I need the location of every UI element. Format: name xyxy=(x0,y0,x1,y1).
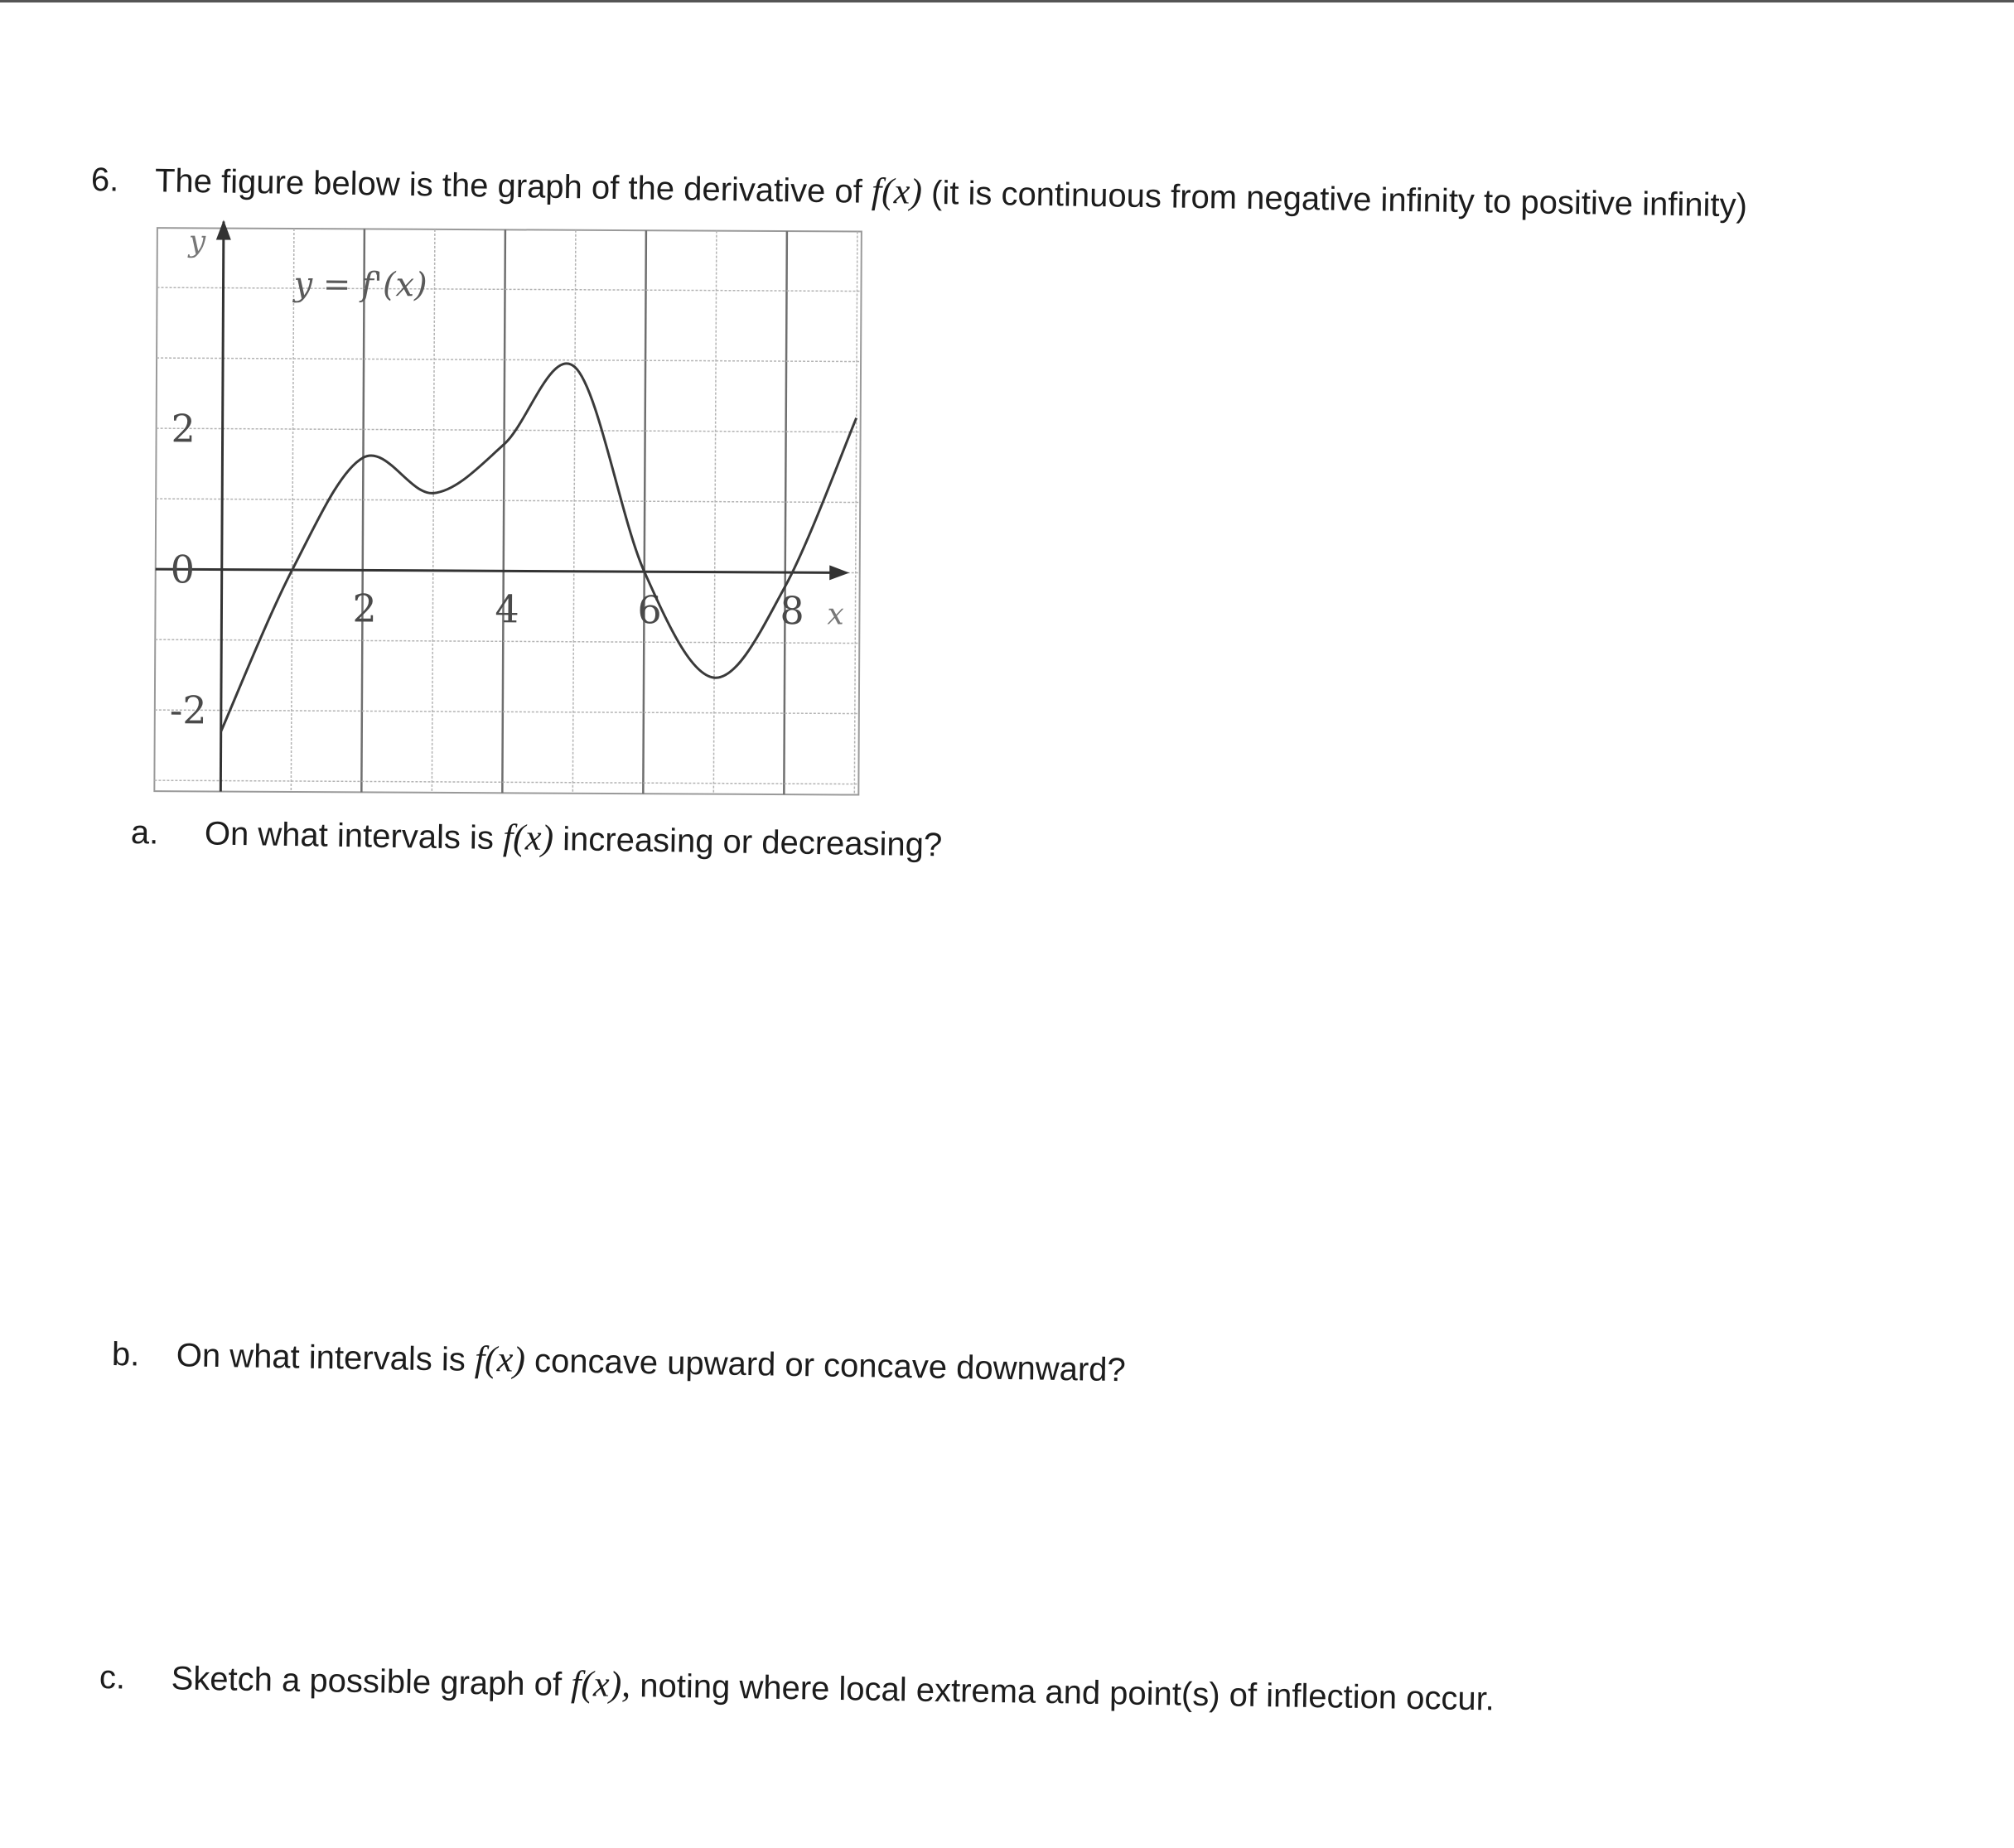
grid-hline xyxy=(157,428,861,432)
y-axis-arrow xyxy=(216,220,231,239)
grid-vline xyxy=(361,229,365,792)
part-a xyxy=(131,812,943,865)
part-b-letter: b. xyxy=(111,1336,140,1373)
y-axis xyxy=(220,222,224,792)
grid xyxy=(154,228,862,794)
part-b xyxy=(112,1334,1127,1390)
derivative-graph xyxy=(138,211,870,803)
grid-hline xyxy=(156,499,860,502)
derivative-curve xyxy=(221,362,857,735)
x-tick-label: 8 xyxy=(780,588,804,634)
x-axis xyxy=(156,569,834,572)
grid-hline xyxy=(157,358,861,361)
grid-vline xyxy=(784,231,787,794)
grid-vline xyxy=(502,229,505,793)
top-edge-rule xyxy=(0,0,2014,2)
x-axis-label: x xyxy=(827,597,844,632)
curve-label: y = f'(x) xyxy=(293,265,427,305)
part-c-math: f(x), xyxy=(570,1662,631,1706)
part-a-text-after: increasing or decreasing? xyxy=(562,821,943,864)
derivative-graph-svg xyxy=(138,211,870,803)
tick-labels xyxy=(170,224,847,736)
part-a-letter: a. xyxy=(130,814,159,852)
grid-vline xyxy=(643,230,646,794)
part-a-text-before: On what intervals is xyxy=(204,815,495,856)
grid-vline xyxy=(432,229,435,793)
part-c-text-before: Sketch a possible graph of xyxy=(171,1660,563,1703)
grid-vline xyxy=(572,230,576,794)
part-c-text-after: noting where local extrema and point(s) of inflection occur. xyxy=(639,1667,1495,1718)
part-c xyxy=(99,1657,1495,1719)
x-tick-label: 4 xyxy=(495,586,519,632)
x-tick-label: 2 xyxy=(352,586,377,631)
y-tick-label: -2 xyxy=(169,688,207,733)
y-tick-label: 2 xyxy=(171,406,196,451)
x-axis-arrow xyxy=(829,565,849,580)
curve-layer xyxy=(221,362,857,735)
grid-vline xyxy=(713,231,717,794)
part-b-math: f(x) xyxy=(474,1338,526,1380)
part-a-math: f(x) xyxy=(502,817,554,859)
part-c-letter: c. xyxy=(99,1659,126,1696)
part-b-text-after: concave upward or concave downward? xyxy=(534,1343,1127,1389)
question-text-after: (it is continuous from negative infinity to positive infinity) xyxy=(930,174,1748,224)
part-b-text-before: On what intervals is xyxy=(176,1337,466,1378)
question-math: f(x) xyxy=(871,170,923,212)
grid-hline xyxy=(155,710,859,713)
y-axis-label: y xyxy=(188,224,206,259)
grid-border xyxy=(154,228,862,794)
y-tick-label: 0 xyxy=(170,547,196,592)
question-text-before: The figure below is the graph of the derivative of xyxy=(154,162,863,210)
grid-hline xyxy=(154,780,858,784)
grid-hline xyxy=(157,287,862,291)
question-number: 6. xyxy=(90,162,119,199)
grid-vline xyxy=(291,229,294,792)
grid-vline xyxy=(854,232,857,795)
x-tick-label: 6 xyxy=(637,587,662,633)
